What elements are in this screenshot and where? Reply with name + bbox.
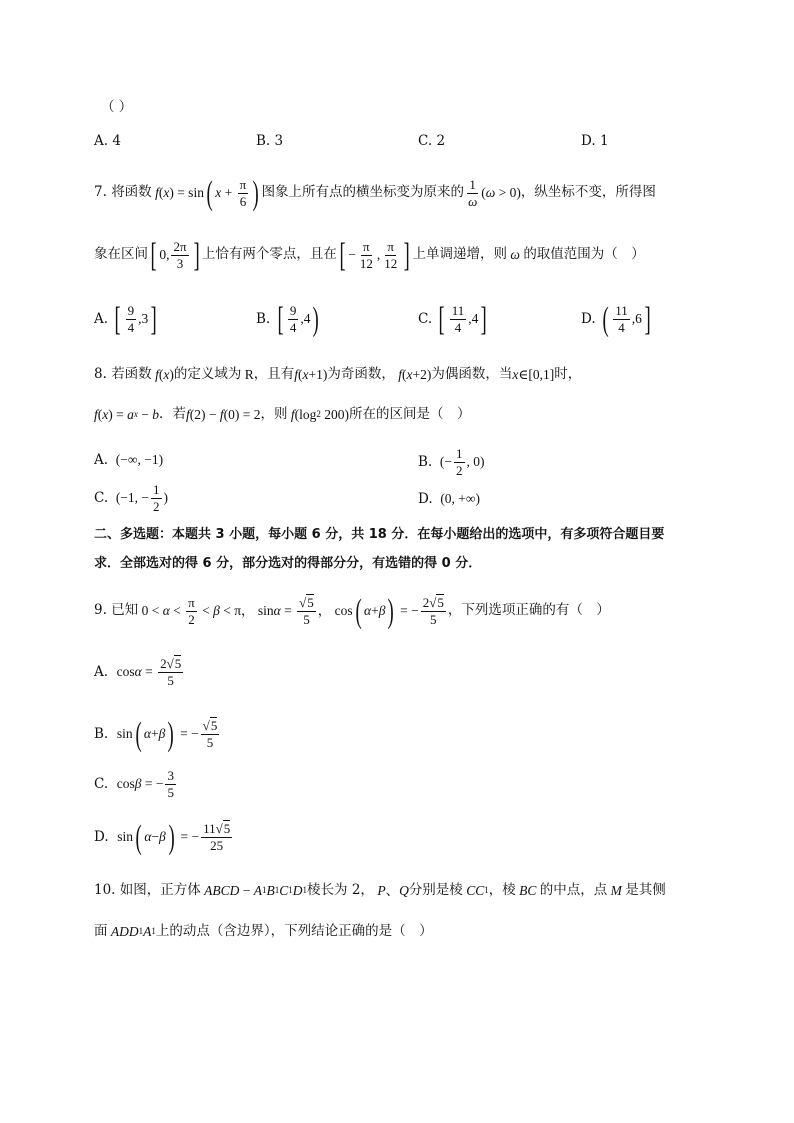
q7-line-1: 7. 将函数 f ( x ) = sin ( x + $\frac{\pi}{6}$ ) 图象上所有点的横坐标变为原来的 $\frac{1}{\omega}$ ( ω > 0) ，纵坐标不变，所得图: [94, 174, 656, 212]
section-heading-line-2: 求．全部选对的得 6 分，部分选对的得部分分，有选错的得 0 分．: [94, 556, 482, 571]
q9-option-b: B. sin ( α + β ) = − $\frac{√5}{5}$: [94, 715, 218, 753]
q9-option-d: D. sin ( α − β ) = − $\frac{11√5}{25}$: [94, 818, 231, 856]
q6-option-c: C. 2: [418, 133, 446, 149]
q10-line-2: 面 ADD 1 A 1 上的动点（含边界），下列结论正确的是（ ）: [94, 923, 433, 939]
q9-stem: 9. 已知 0 < α < $\frac{\pi}{2}$ < β < π， sin α = $\frac{√5}{5}$ ， cos ( α + β ) = − $\frac{2√5}{5}$ ，下列选项正确的有（ ）: [94, 592, 610, 630]
q8-option-c: C. (−1, − $\frac{1}{2}$ ): [94, 482, 169, 514]
q9-option-a: A. cos α = $\frac{2√5}{5}$: [94, 656, 182, 688]
section-heading-line-1: 二、多选题：本题共 3 小题，每小题 6 分，共 18 分．在每小题给出的选项中，有多项符合题目要: [94, 527, 665, 542]
q8-option-d: D. (0, +∞): [418, 491, 481, 507]
q7-option-a: A. [ $\frac{9}{4}$ ,3 ]: [94, 300, 158, 338]
q9-option-c: C. cos β = − $\frac{3}{5}$: [94, 768, 174, 800]
q7-line-2: 象在区间 [ 0, $\frac{2\pi}{3}$ ] 上恰有两个零点，且在 [ − $\frac{\pi}{12}$ , $\frac{\pi}{12}$ ] 上单调递增，则 ω 的取值范围为（ ）: [94, 236, 645, 274]
q7-option-d: D. ( $\frac{11}{4}$ ,6 ]: [581, 300, 651, 338]
answer-paren: （ ）: [101, 99, 133, 115]
q8-line-1: 8. 若函数 f ( x ) 的定义域为 R ，且有 f ( x +1) 为奇函数， f ( x +2) 为偶函数，当 x ∈[0,1] 时，: [94, 366, 582, 382]
q7-option-b: B. [ $\frac{9}{4}$ ,4 ): [256, 300, 320, 338]
q8-option-b: B. (− $\frac{1}{2}$ , 0): [418, 446, 485, 478]
q7-option-c: C. [ $\frac{11}{4}$ ,4 ]: [418, 300, 488, 338]
q6-option-a: A. 4: [94, 133, 121, 149]
q6-option-d: D. 1: [581, 133, 609, 149]
q6-option-b: B. 3: [256, 133, 284, 149]
q8-line-2: f ( x ) = a x − b ．若 f (2) − f (0) = 2 ，则 f (log 2 200) 所在的区间是（ ）: [94, 406, 471, 422]
q10-line-1: 10. 如图，正方体 ABCD − A 1 B 1 C 1 D 1 棱长为 2， P 、 Q 分别是棱 CC 1 ，棱 BC 的中点，点 M 是其侧: [94, 882, 666, 898]
q8-option-a: A. (−∞, −1): [94, 452, 164, 468]
